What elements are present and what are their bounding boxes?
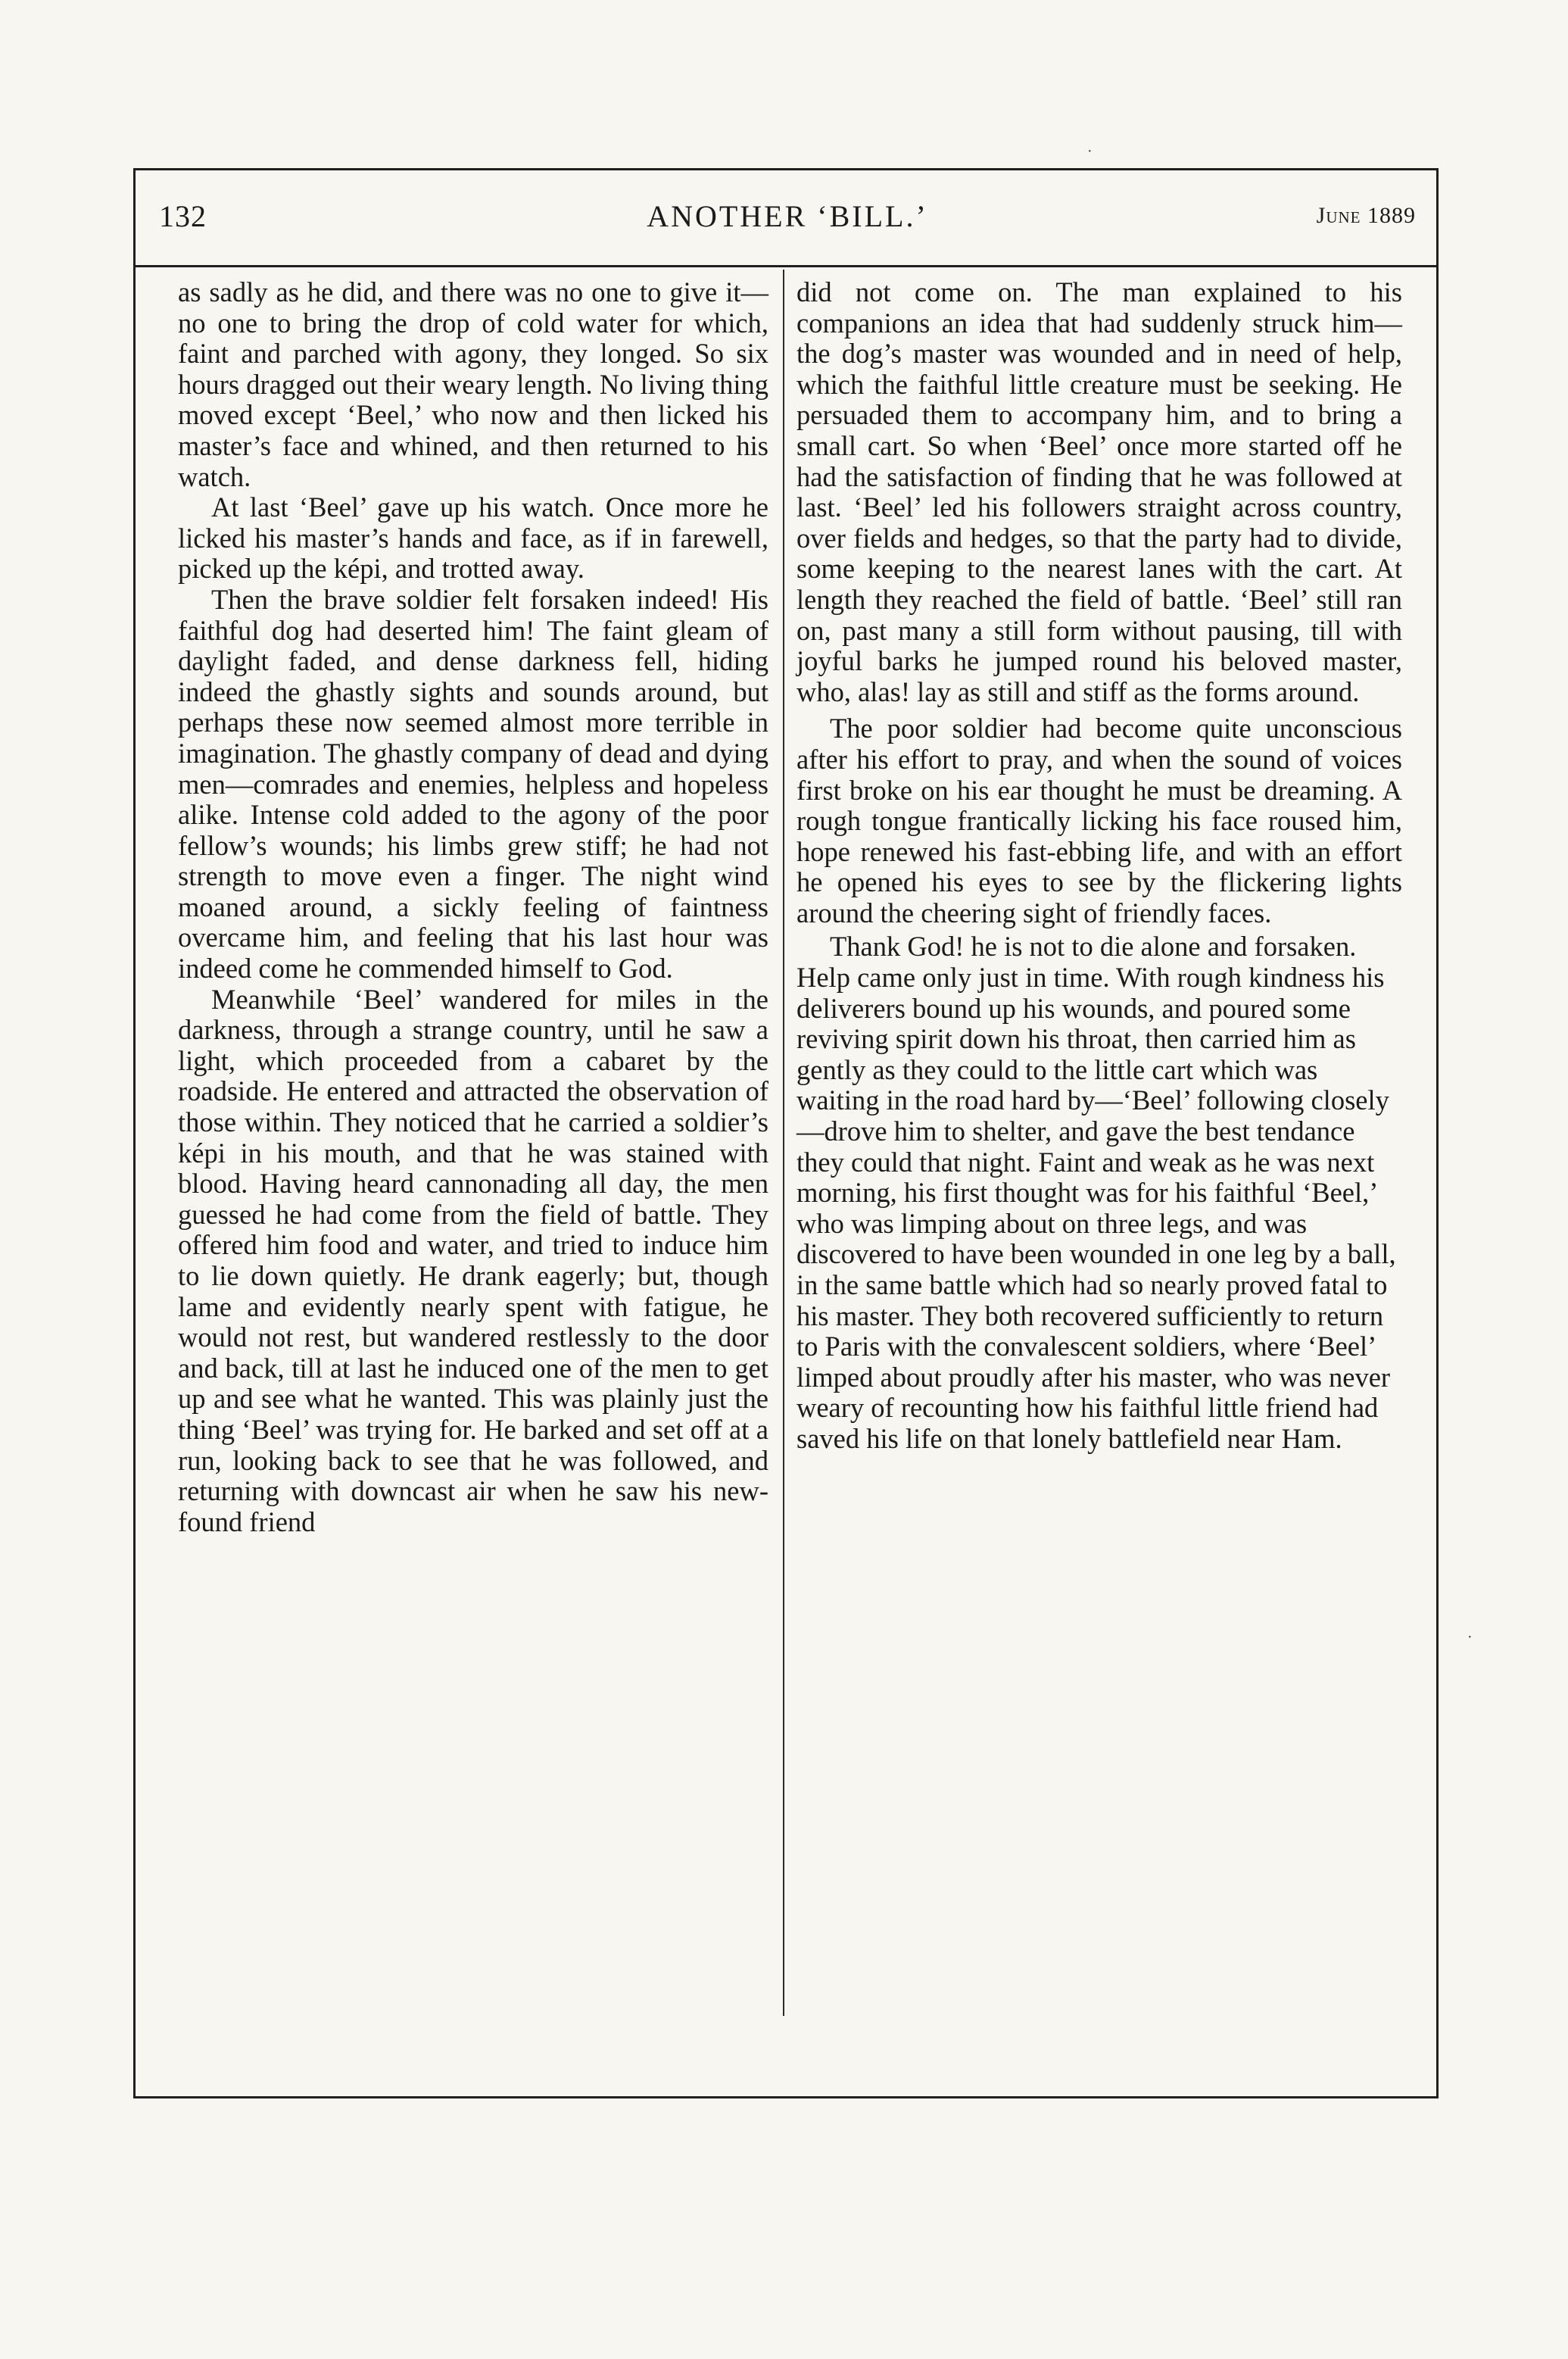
paragraph: Meanwhile ‘Beel’ wandered for miles in the darkness, through a strange country, until he saw a light, which proceeded from a cabaret by the roadside. He entered and attracted the observation of those within. They noticed that he carried a soldier’s képi in his mouth, and that he was stained with blood. Having heard cannonading all day, the men guessed he had come from the field of battle. They offered him food and water, and tried to induce him to lie down quietly. He drank eagerly; but, though lame and evidently nearly spent with fatigue, he would not rest, but wandered restlessly to the door and back, till at last he induced one of the men to get up and see what he wanted. This was plainly just the thing ‘Beel’ was trying for. He barked and set off at a run, looking back to see that he was followed, and returning with downcast air when he saw his new-found friend	[178, 983, 768, 1537]
ink-speck: ·	[1467, 1629, 1473, 1646]
bottom-rule	[133, 2096, 1439, 2098]
running-head	[159, 198, 1416, 244]
running-title: ANOTHER ‘BILL.’	[647, 199, 928, 233]
paragraph: Thank God! he is not to die alone and forsaken. Help came only just in time. With rough kindness his deliverers bound up his wounds, and poured some reviving spirit down his throat, then carried him as gently as they could to the little cart which was waiting in the road hard by—‘Beel’ following closely—drove him to shelter, and gave the best tendance they could that night. Faint and weak as he was next morning, his first thought was for his faithful ‘Beel,’ who was limping about on three legs, and was discovered to have been wounded in one leg by a ball, in the same battle which had so nearly proved fatal to his master. They both recovered sufficiently to return to Paris with the convalescent soldiers, where ‘Beel’ limped about proudly after his master, who was never weary of recounting how his faithful little friend had saved his life on that lonely battlefield near Ham.	[796, 931, 1396, 1454]
column-divider	[783, 270, 784, 2016]
paragraph: The poor soldier had become quite unconscious after his effort to pray, and when the sound of voices first broke on his ear thought he must be dreaming. A rough tongue frantically licking his face roused him, hope renewed his fast-ebbing life, and with an effort he opened his eyes to see by the flickering lights around the cheering sight of friendly faces.	[796, 713, 1402, 928]
ink-speck: ·	[1087, 143, 1093, 160]
right-column	[796, 277, 1402, 1455]
paragraph: as sadly as he did, and there was no one to give it—no one to bring the drop of cold water for which, faint and parched with agony, they longed. So six hours dragged out their weary length. No living thing moved except ‘Beel,’ who now and then licked his master’s face and whined, and then returned to his watch.	[178, 276, 768, 492]
paragraph: Then the brave soldier felt forsaken indeed! His faithful dog had deserted him! The faint gleam of daylight faded, and dense darkness fell, hiding indeed the ghastly sights and sounds around, but perhaps these now seemed almost more terrible in imagination. The ghastly company of dead and dying men—comrades and enemies, helpless and hopeless alike. Intense cold added to the agony of the poor fellow’s wounds; his limbs grew stiff; he had not strength to move even a finger. The night wind moaned around, a sickly feeling of faintness overcame him, and feeling that his last hour was indeed come he commended himself to God.	[178, 583, 768, 984]
left-column	[178, 277, 768, 1537]
paragraph: did not come on. The man explained to his companions an idea that had suddenly struck him—the dog’s master was wounded and in need of help, which the faithful little creature must be seeking. He persuaded them to accompany him, and to bring a small cart. So when ‘Beel’ once more started off he had the satisfaction of finding that he was followed at last. ‘Beel’ led his followers straight across country, over fields and hedges, so that the party had to divide, some keeping to the nearest lanes with the cart. At length they reached the field of battle. ‘Beel’ still ran on, past many a still form without pausing, till with joyful barks he jumped round his beloved master, who, alas! lay as still and stiff as the forms around.	[796, 276, 1402, 707]
header-rule	[133, 265, 1439, 267]
issue-date: June 1889	[1316, 203, 1416, 228]
paragraph: At last ‘Beel’ gave up his watch. Once more he licked his master’s hands and face, as if in farewell, picked up the képi, and trotted away.	[178, 491, 768, 585]
page-number: 132	[159, 199, 207, 233]
